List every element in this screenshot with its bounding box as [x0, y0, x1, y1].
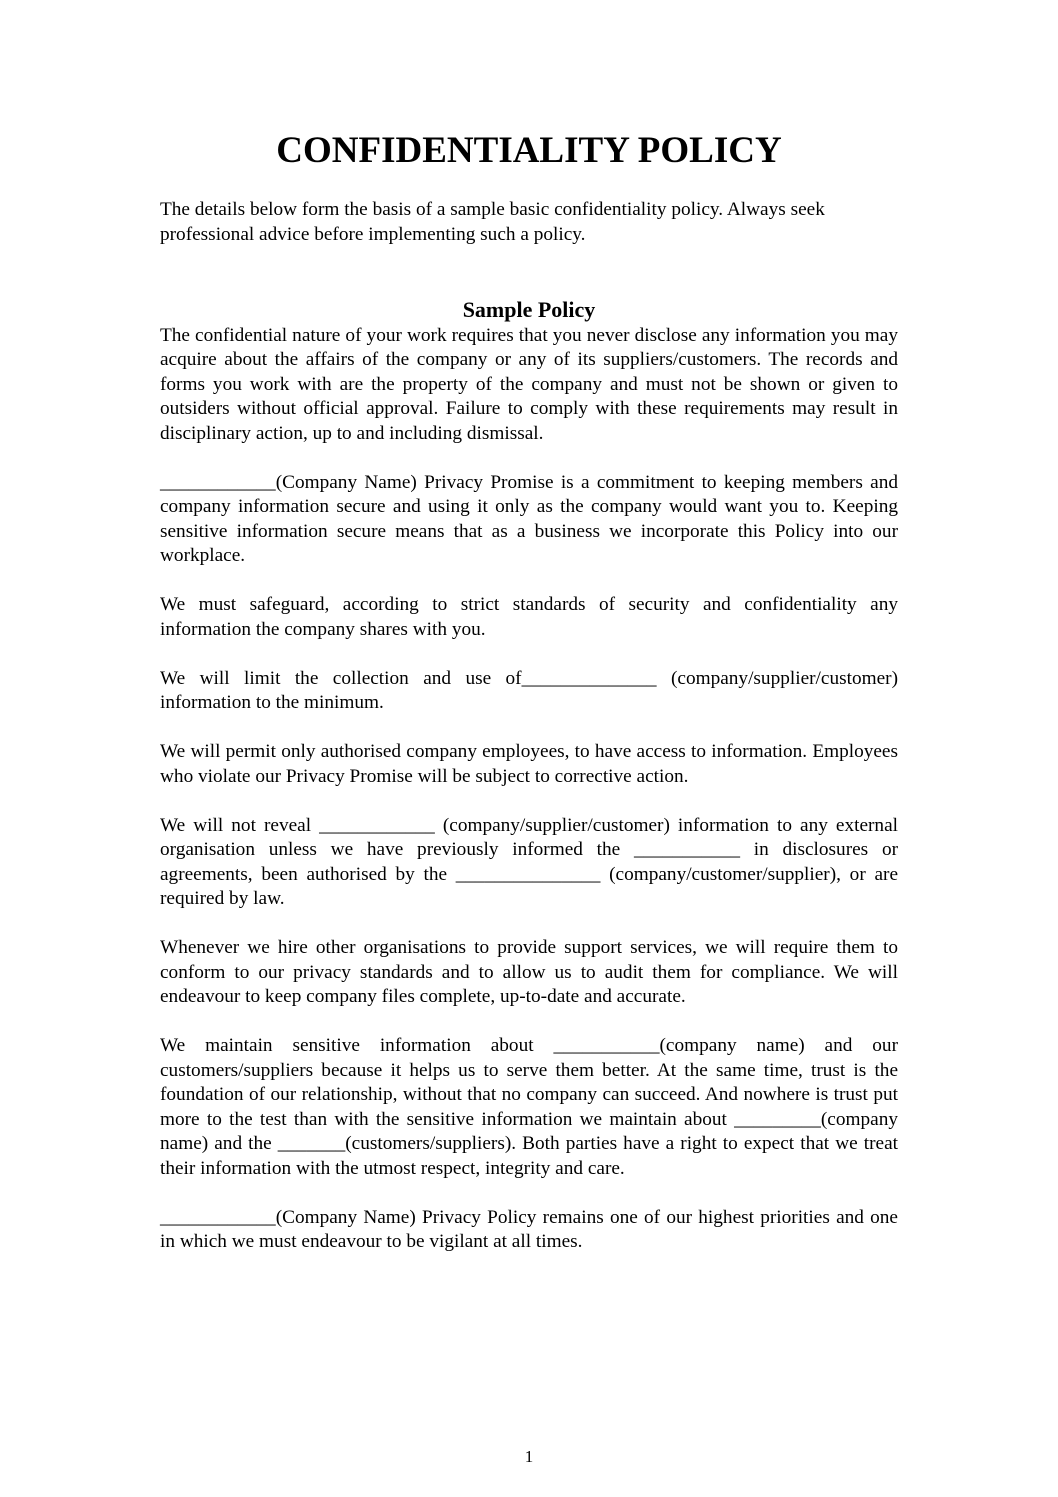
intro-paragraph: The details below form the basis of a sample basic confidentiality policy. Always seek professional advice before implementing such a policy. [160, 199, 825, 245]
policy-paragraph: ____________(Company Name) Privacy Promise is a commitment to keeping members and company information secure and using it only as the company would want you to. Keeping sensitive information secure means that as a business we incorporate this Policy into our workplace. [160, 471, 898, 566]
policy-paragraph: The confidential nature of your work requires that you never disclose any information you may acquire about the affairs of the company or any of its suppliers/customers. The records and forms you work with are the property of the company and must not be shown or given to outsiders without official approval. Failure to comply with these requirements may result in disciplinary action, up to and including dismissal. [160, 324, 898, 444]
policy-paragraph: ____________(Company Name) Privacy Policy remains one of our highest priorities and one in which we must endeavour to be vigilant at all times. [160, 1206, 898, 1252]
policy-paragraph: We will not reveal ____________ (company/supplier/customer) information to any external organisation unless we have previously informed the ___________ in disclosures or agreements, been authorised by the _______________ (company/customer/supplier), or are required by law. [160, 814, 898, 909]
policy-paragraph: Whenever we hire other organisations to provide support services, we will require them to conform to our privacy standards and to allow us to audit them for compliance. We will endeavour to keep company files complete, up-to-date and accurate. [160, 937, 898, 1007]
policy-paragraph: We will limit the collection and use of______________ (company/supplier/customer) information to the minimum. [160, 667, 898, 713]
policy-paragraph: We must safeguard, according to strict standards of security and confidentiality any information the company shares with you. [160, 594, 898, 640]
policy-paragraph: We will permit only authorised company employees, to have access to information. Employees who violate our Privacy Promise will be subject to corrective action. [160, 741, 898, 787]
document-title: CONFIDENTIALITY POLICY [276, 130, 782, 171]
page-number: 1 [524, 1447, 534, 1466]
policy-body [160, 324, 898, 1280]
policy-paragraph: We maintain sensitive information about ___________(company name) and our customers/suppliers because it helps us to serve them better. At the same time, trust is the foundation of our relationship, without that no company can succeed. And nowhere is trust put more to the test than with the sensitive information we maintain about _________(company name) and the _______(customers/suppliers). Both parties have a right to expect that we treat their information with the utmost respect, integrity and care. [160, 1035, 898, 1179]
section-heading: Sample Policy [462, 297, 596, 322]
